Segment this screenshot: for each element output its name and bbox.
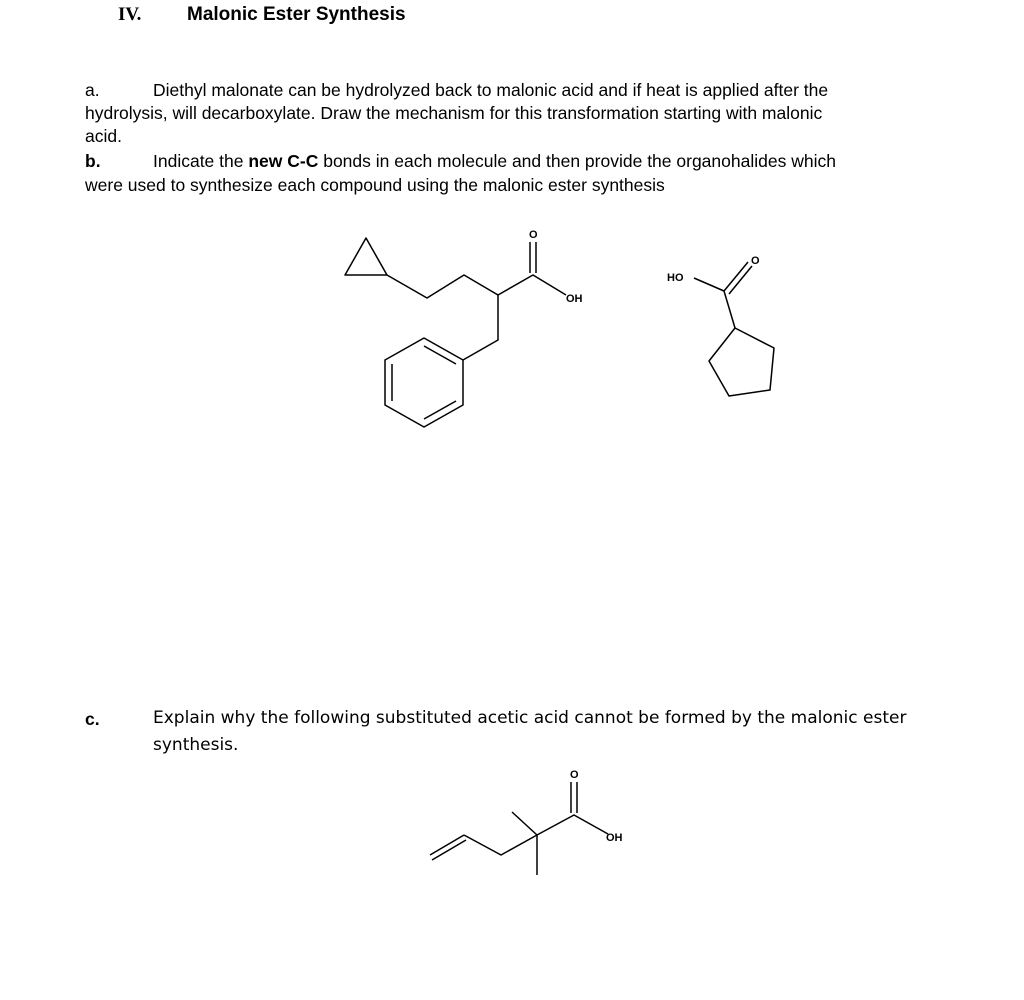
part-b-text-pre: Indicate the [153,151,249,171]
part-a-line-2: hydrolysis, will decarboxylate. Draw the mechanism for this transformation starting with malonic [85,103,823,123]
part-b-line-2: were used to synthesize each compound using the malonic ester synthesis [85,175,665,195]
part-b-text-post: bonds in each molecule and then provide the organohalides which [318,151,836,171]
part-b-new-cc: new C-C [248,151,319,171]
molecule-3-carbonyl-o: O [570,769,579,781]
part-c-line-1: Explain why the following substituted acetic acid cannot be formed by the malonic ester [153,708,907,728]
molecule-3-hydroxyl: OH [606,832,623,844]
molecule-1-carbonyl-o: O [529,229,538,241]
part-c-line-2: synthesis. [153,735,239,755]
part-a-line-1: Diethyl malonate can be hydrolyzed back to malonic acid and if heat is applied after the [153,80,829,100]
section-title: Malonic Ester Synthesis [187,4,406,25]
molecule-1-hydroxyl: OH [566,293,583,305]
molecule-2-hydroxyl: HO [667,272,684,284]
methyl-1 [512,812,537,835]
part-a-line-3: acid. [85,126,122,146]
molecule-2-carbonyl-o: O [751,255,760,267]
part-a-label: a. [85,80,100,100]
part-b-label: b. [85,151,101,171]
part-c-label: c. [85,709,100,729]
section-number: IV. [118,4,142,25]
